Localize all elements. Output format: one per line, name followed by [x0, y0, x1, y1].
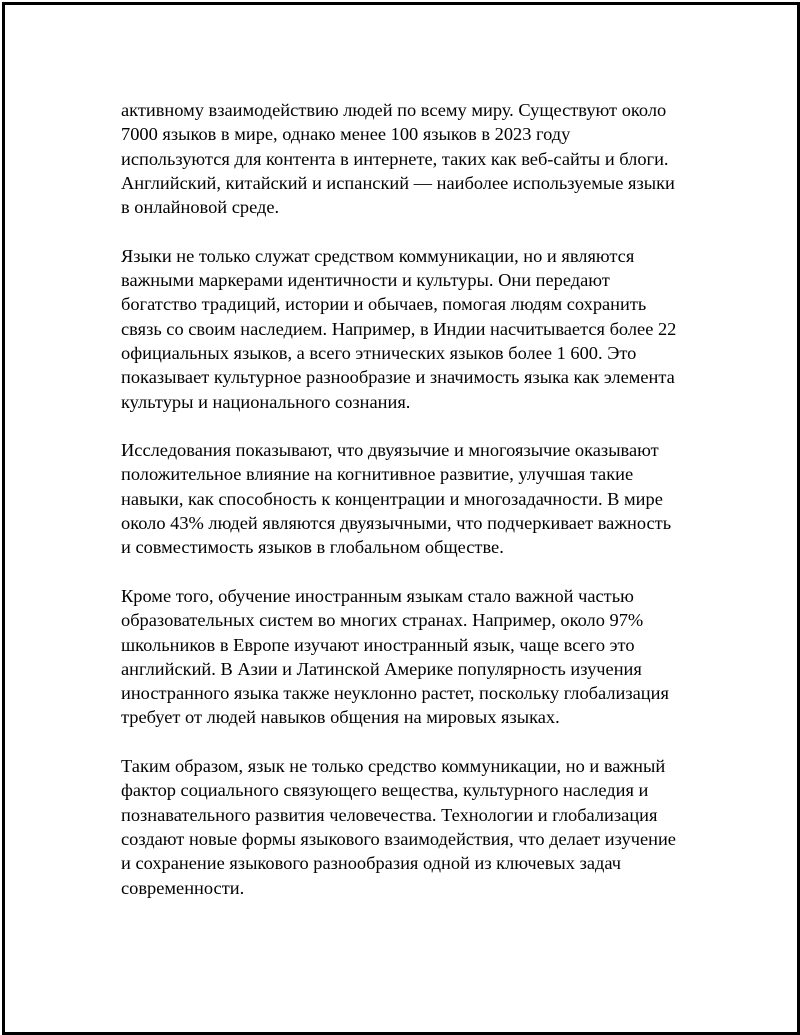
- text-line: навыки, как способность к концентрации и многозадачности. В мире: [121, 488, 663, 509]
- paragraph-1: [121, 98, 693, 219]
- text-line: школьников в Европе изучают иностранный язык, чаще всего это: [121, 634, 635, 655]
- text-line: активному взаимодействию людей по всему миру. Существуют около: [121, 100, 667, 120]
- text-line: богатство традиций, истории и обычаев, помогая людям сохранить: [121, 294, 647, 315]
- text-line: познавательного развития человечества. Технологии и глобализация: [121, 804, 658, 825]
- text-line: создают новые формы языкового взаимодействия, что делает изучение: [121, 828, 676, 849]
- text-line: английский. В Азии и Латинской Америке популярность изучения: [121, 658, 642, 679]
- text-line: и сохранение языкового разнообразия одной из ключевых задач: [121, 853, 622, 874]
- text-line: фактор социального связующего вещества, культурного наследия и: [121, 780, 649, 801]
- text-line: показывает культурное разнообразие и значимость языка как элемента: [121, 367, 675, 388]
- text-line: Исследования показывают, что двуязычие и многоязычие оказывают: [121, 440, 659, 461]
- text-line: важными маркерами идентичности и культуры. Они передают: [121, 270, 610, 291]
- paragraph-3: [121, 438, 693, 559]
- page-frame: [2, 2, 800, 1035]
- text-line: официальных языков, а всего этнических языков более 1 600. Это: [121, 342, 637, 363]
- paragraph-5: [121, 754, 693, 900]
- text-line: Английский, китайский и испанский — наиболее используемые языки: [121, 172, 675, 193]
- text-line: в онлайновой среде.: [121, 197, 280, 218]
- text-line: Кроме того, обучение иностранным языкам стало важной частью: [121, 585, 634, 606]
- text-line: иностранного языка также неуклонно растет, поскольку глобализация: [121, 683, 669, 704]
- text-line: используются для контента в интернете, таких как веб-сайты и блоги.: [121, 148, 669, 169]
- paragraph-4: [121, 584, 693, 730]
- paragraph-2: [121, 244, 693, 414]
- text-line: 7000 языков в мире, однако менее 100 языков в 2023 году: [121, 124, 571, 145]
- text-line: связь со своим наследием. Например, в Индии насчитывается более 22: [121, 318, 677, 339]
- text-line: образовательных систем во многих странах. Например, около 97%: [121, 610, 644, 631]
- text-line: культуры и национального сознания.: [121, 391, 411, 412]
- text-line: требует от людей навыков общения на мировых языках.: [121, 707, 560, 728]
- document-body: [121, 98, 693, 924]
- text-line: современности.: [121, 877, 245, 898]
- text-line: и совместимость языков в глобальном обществе.: [121, 537, 504, 558]
- text-line: Языки не только служат средством коммуникации, но и являются: [121, 245, 635, 266]
- text-line: около 43% людей являются двуязычными, что подчеркивает важность: [121, 513, 672, 534]
- text-line: Таким образом, язык не только средство коммуникации, но и важный: [121, 756, 666, 777]
- text-line: положительное влияние на когнитивное развитие, улучшая такие: [121, 464, 634, 485]
